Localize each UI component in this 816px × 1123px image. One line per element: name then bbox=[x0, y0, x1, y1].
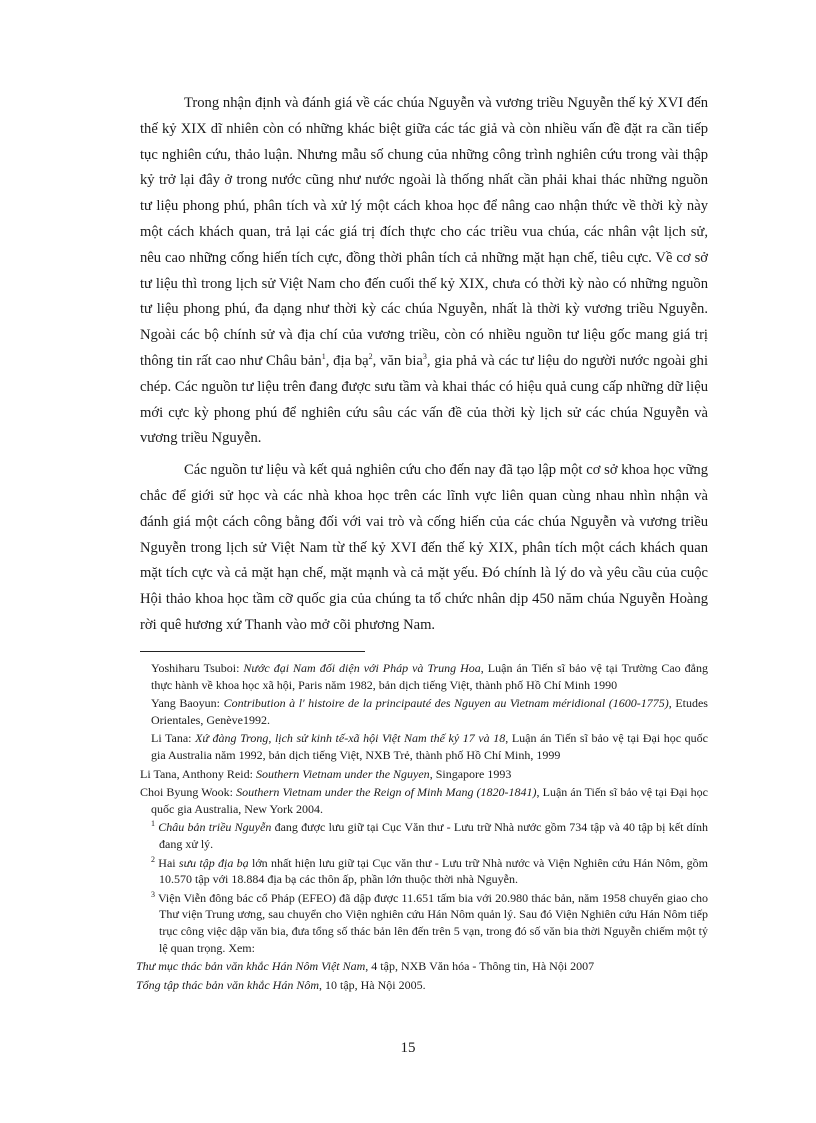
footnote-author: Li Tana: bbox=[151, 731, 196, 746]
footnote-detail: , Luận án Tiến sĩ bảo vệ tại Đại học quốc gia Australia, New York 2004. bbox=[151, 785, 708, 816]
footnote-reid bbox=[140, 766, 708, 783]
footnotes bbox=[136, 660, 709, 995]
page-number: 15 bbox=[400, 1040, 416, 1056]
footnote-detail: Viện Viễn đông bác cổ Pháp (EFEO) đã dập được 11.651 tấm bia với 20.980 thác bản, năm 1958 chuyển giao cho Thư viện Trung ương, sau chuyển cho Viện nghiên cứu Hán Nôm quản lý. Sau đó Viện Nghiên cứu Hán Nôm tiếp trục công việc dập văn bia, đưa tổng số thác bản lên đến trên 5 vạn, trong đó số văn bia thời Nguyễn chiếm một tỷ lệ quan trọng. Xem: bbox=[155, 890, 708, 955]
footnote-detail: , Luận án Tiến sĩ bảo vệ tại Đại học quốc gia Australia năm 1992, bản dịch tiếng Việt, NXB Trẻ, thành phố Hồ Chí Minh, 1999 bbox=[151, 731, 709, 762]
footnote-3 bbox=[140, 890, 708, 956]
footnote-ref-collection bbox=[136, 977, 708, 994]
footnote-title: Nước đại Nam đối diện với Pháp và Trung Hoa bbox=[243, 661, 481, 675]
footnote-tsuboi bbox=[140, 660, 708, 693]
footnote-detail: , 10 tập, Hà Nội 2005. bbox=[318, 977, 426, 992]
paragraph-1-part-3: , văn bia bbox=[372, 352, 423, 369]
footnote-mark-2: 2 bbox=[151, 854, 155, 864]
footnote-litana bbox=[140, 730, 708, 763]
footnote-divider bbox=[140, 651, 365, 652]
footnote-mark-1: 1 bbox=[151, 819, 155, 829]
footnote-detail: , Singapore 1993 bbox=[429, 766, 512, 781]
footnote-ref-1[interactable]: 1 bbox=[321, 352, 326, 362]
footnote-title: Tổng tập thác bản văn khắc Hán Nôm bbox=[136, 977, 319, 992]
paragraph-2: Các nguồn tư liệu và kết quả nghiên cứu cho đến nay đã tạo lập một cơ sở khoa học vững chắc để giới sử học và các nhà khoa học trên các lĩnh vực liên quan cùng nhau nhìn nhận và đánh giá một cách công bằng đối với vai trò và cống hiến của các chúa Nguyễn và vương triều Nguyễn trong lịch sử Việt Nam từ thế kỷ XVI đến thế kỷ XIX, phân tích một cách khách quan mặt tích cực và cả mặt hạn chế, mặt mạnh và cả mặt yếu. Đó chính là lý do và yêu cầu của cuộc Hội thảo khoa học tầm cỡ quốc gia của chúng ta tổ chức nhân dịp 450 năm chúa Nguyễn Hoàng rời quê hương xứ Thanh vào mở cõi phương Nam. bbox=[140, 462, 708, 633]
paragraph-1-part-2: , địa bạ bbox=[325, 352, 369, 369]
paragraph-1-part-4: , gia phả và các tư liệu do người nước ngoài ghi chép. Các nguồn tư liệu trên đang được sưu tầm và khai thác có hiệu quả cung cấp những dữ liệu mới cực kỳ phong phú để nghiên cứu sâu các vấn đề của thời kỳ lịch sử các chúa Nguyễn và vương triều Nguyễn. bbox=[140, 352, 708, 447]
footnote-detail: đang được lưu giữ tại Cục Văn thư - Lưu trữ Nhà nước gồm 734 tập và 40 tập bị kết dính đang xử lý. bbox=[159, 820, 709, 851]
footnote-title: Châu bản triều Nguyễn bbox=[158, 820, 272, 835]
footnote-author: Yoshiharu Tsuboi: bbox=[151, 661, 244, 675]
footnote-detail: , 4 tập, NXB Văn hóa - Thông tin, Hà Nội 2007 bbox=[365, 959, 595, 974]
footnote-detail: , Luận án Tiến sĩ bảo vệ tại Trường Cao đẳng thực hành về khoa học xã hội, Paris năm 1982, bản dịch tiếng Việt, thành phố Hồ Chí Minh 1990 bbox=[151, 661, 708, 692]
footnote-mark-3: 3 bbox=[151, 889, 155, 899]
paragraph-1-part-1: Trong nhận định và đánh giá về các chúa Nguyễn và vương triều Nguyễn thế kỷ XVI đến thế kỷ XIX dĩ nhiên còn có những khác biệt giữa các tác giả và còn nhiều vấn đề đặt ra cần tiếp tục nghiên cứu, thảo luận. Nhưng mẫu số chung của những công trình nghiên cứu trong vài thập kỷ trở lại đây ở trong nước cũng như nước ngoài là thống nhất cần phải khai thác những nguồn tư liệu phong phú, phân tích và xử lý một cách khoa học để nâng cao nhận thức về thời kỳ này một cách khách quan, trả lại các giá trị đích thực cho các triều vua chúa, các nhân vật lịch sử, nêu cao những cống hiến tích cực, đồng thời phân tích cả những mặt hạn chế, tiêu cực. Về cơ sở tư liệu thì trong lịch sử Việt Nam cho đến cuối thế kỷ XIX, chưa có thời kỳ nào có những nguồn tư liệu phong phú, đa dạng như thời kỳ các chúa Nguyễn, nhất là thời kỳ vương triều Nguyễn. Ngoài các bộ chính sử và địa chí của vương triều, còn có nhiều nguồn tư liệu gốc mang giá trị thông tin rất cao như Châu bản bbox=[140, 95, 708, 369]
footnote-2 bbox=[140, 855, 708, 888]
footnote-detail: , Etudes Orientales, Genève1992. bbox=[151, 696, 708, 727]
footnote-title: Contribution à l' histoire de la principauté des Nguyen au Vietnam méridional (1600-1775) bbox=[223, 696, 669, 711]
footnote-yang bbox=[140, 695, 708, 728]
footnote-title: Southern Vietnam under the Reign of Minh Mang (1820-1841) bbox=[236, 785, 537, 800]
footnote-title: Xứ đàng Trong, lịch sử kinh tế-xã hội Việt Nam thế kỷ 17 và 18 bbox=[195, 731, 506, 746]
footnote-author: Li Tana, Anthony Reid: bbox=[140, 766, 256, 781]
footnote-title: sưu tập địa bạ bbox=[178, 855, 249, 870]
footnote-author: Yang Baoyun: bbox=[151, 696, 224, 711]
footnote-detail: lớn nhất hiện lưu giữ tại Cục văn thư - Lưu trữ Nhà nước và Viện Nghiên cứu Hán Nôm, gồm 10.570 tập với 18.884 địa bạ các thôn ấp, phần lớn thuộc thời nhà Nguyễn. bbox=[159, 855, 709, 887]
footnote-ref-3[interactable]: 3 bbox=[422, 352, 427, 362]
footnote-author: Choi Byung Wook: bbox=[140, 785, 237, 800]
footnote-prefix: Hai bbox=[155, 855, 179, 870]
footnote-ref-2[interactable]: 2 bbox=[368, 352, 373, 362]
footnote-title: Southern Vietnam under the Nguyen bbox=[255, 766, 430, 781]
footnote-title: Thư mục thác bản văn khắc Hán Nôm Việt Nam bbox=[136, 959, 366, 974]
main-text bbox=[140, 91, 708, 645]
footnote-choi bbox=[140, 784, 708, 817]
footnote-ref-catalog bbox=[136, 958, 708, 975]
paragraph-1 bbox=[140, 91, 708, 452]
footnote-1 bbox=[140, 819, 708, 852]
